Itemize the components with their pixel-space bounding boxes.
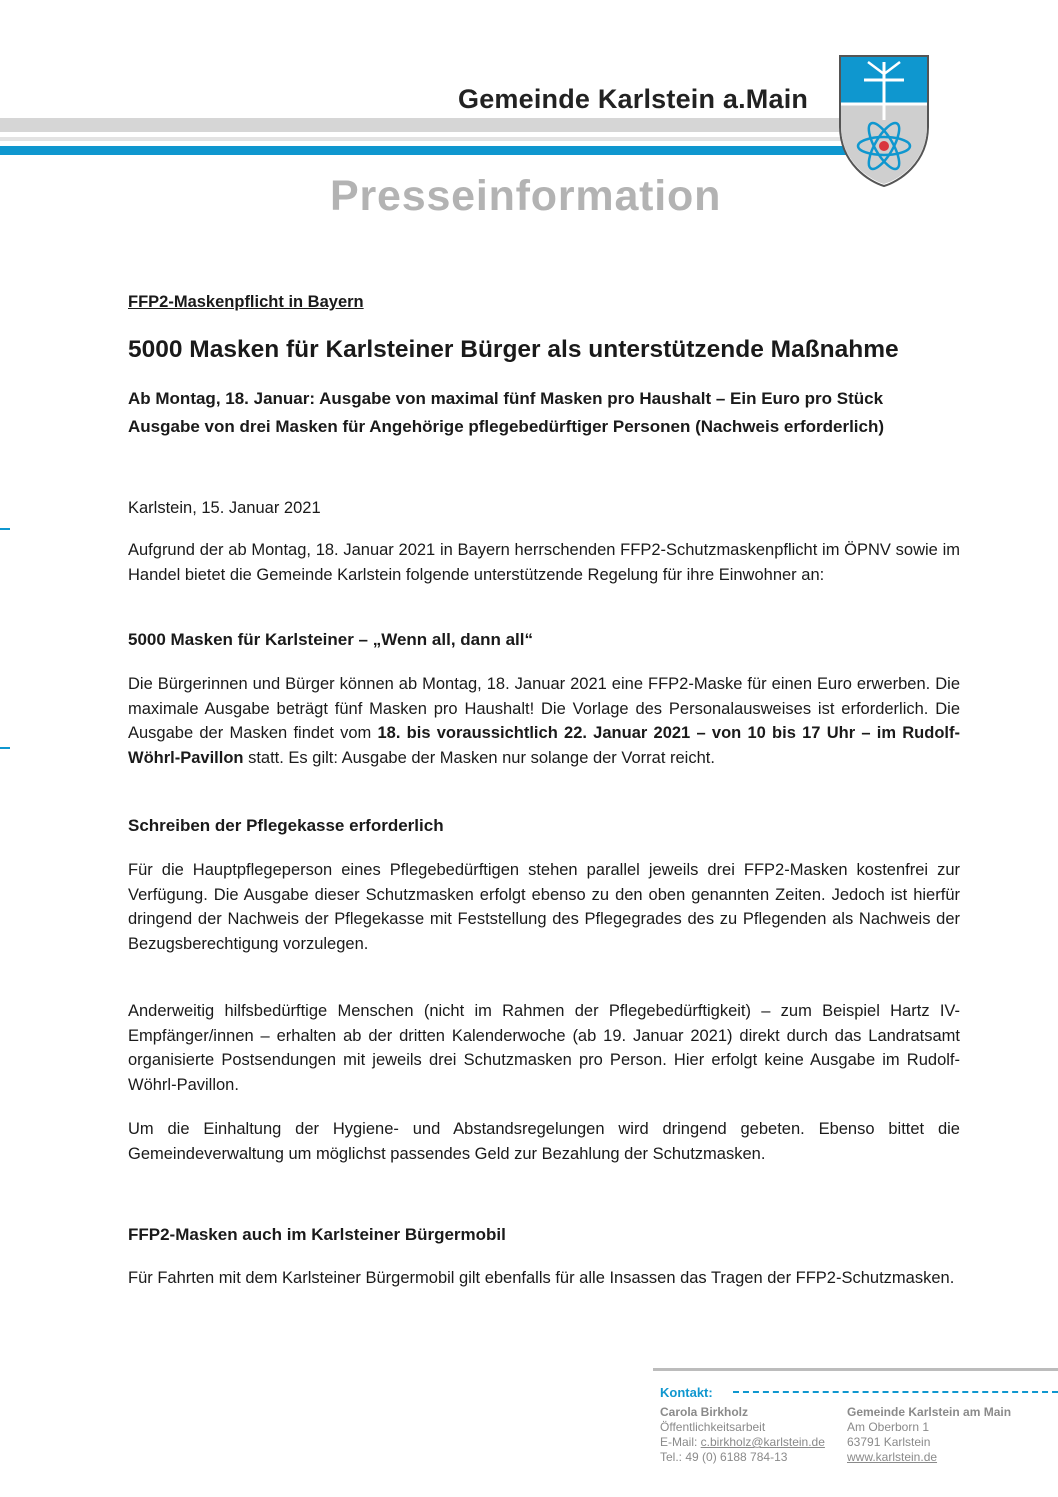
header-blue-bar xyxy=(0,146,848,155)
header-grey-bar xyxy=(0,118,848,132)
paragraph-masks-text-a: Die Bürgerinnen und Bürger können ab Montag, 18. Januar 2021 eine FFP2-Maske für einen Euro erwerben. Die maximale Ausgabe beträgt fünf Masken pro Haushalt! Die Vorlage des Personalausweises ist erforderlich. Die Ausgabe der Masken findet vom xyxy=(128,675,960,742)
paragraph-intro: Aufgrund der ab Montag, 18. Januar 2021 in Bayern herrschenden FFP2-Schutzmaskenpflicht im ÖPNV sowie im Handel bietet die Gemeinde Karlstein folgende unterstützende Regelung für ihre Einwohner an: xyxy=(128,541,960,584)
contact-email-label: E-Mail: xyxy=(660,1435,701,1449)
margin-tick xyxy=(0,528,10,530)
paragraph-masks-highlight: 18. bis voraussichtlich 22. Januar 2021 – von 10 bis 17 Uhr – im Rudolf-Wöhrl-Pavillon xyxy=(128,724,960,767)
article-headline: 5000 Masken für Karlsteiner Bürger als unterstützende Maßnahme xyxy=(128,336,899,363)
header-grey-thin-bar xyxy=(0,137,848,141)
contact-heading: Kontakt: xyxy=(660,1385,713,1400)
paragraph-buergermobil: Für Fahrten mit dem Karlsteiner Bürgermobil gilt ebenfalls für alle Insassen das Tragen der FFP2-Schutzmasken. xyxy=(128,1269,955,1287)
contact-divider xyxy=(653,1368,1058,1371)
coat-of-arms-icon xyxy=(838,54,930,188)
article-dateline: Karlstein, 15. Januar 2021 xyxy=(128,499,321,517)
contact-email-line xyxy=(660,1435,825,1450)
article-subheadline-1: Ab Montag, 18. Januar: Ausgabe von maximal fünf Masken pro Haushalt – Ein Euro pro Stück xyxy=(128,389,884,408)
paragraph-masks xyxy=(128,672,960,770)
article-kicker: FFP2-Maskenpflicht in Bayern xyxy=(128,293,364,311)
contact-website-link[interactable]: www.karlstein.de xyxy=(847,1450,938,1464)
contact-person-block xyxy=(660,1405,825,1465)
contact-street: Am Oberborn 1 xyxy=(847,1420,930,1434)
paragraph-care: Für die Hauptpflegeperson eines Pflegebedürftigen stehen parallel jeweils drei FFP2-Masken kostenfrei zur Verfügung. Die Ausgabe dieser Schutzmasken erfolgt ebenso zu den oben genannten Zeiten. Jedoch ist hierfür dringend der Nachweis der Pflegekasse mit Feststellung des Pflegegrades des zu Pflegenden als Nachweis der Bezugsberechtigung vorzulegen. xyxy=(128,861,960,953)
section-title-care: Schreiben der Pflegekasse erforderlich xyxy=(128,816,444,835)
section-title-masks: 5000 Masken für Karlsteiner – „Wenn all, dann all“ xyxy=(128,630,533,649)
contact-dashed-rule xyxy=(733,1391,1058,1393)
contact-person-name: Carola Birkholz xyxy=(660,1405,749,1419)
paragraph-hygiene: Um die Einhaltung der Hygiene- und Abstandsregelungen wird dringend gebeten. Ebenso bittet die Gemeindeverwaltung um möglichst passendes Geld zur Bezahlung der Schutzmasken. xyxy=(128,1120,960,1163)
contact-city: 63791 Karlstein xyxy=(847,1435,931,1449)
contact-phone: Tel.: 49 (0) 6188 784-13 xyxy=(660,1450,788,1464)
contact-org-name: Gemeinde Karlstein am Main xyxy=(847,1405,1012,1419)
contact-person-role: Öffentlichkeitsarbeit xyxy=(660,1420,766,1434)
municipality-name: Gemeinde Karlstein a.Main xyxy=(458,84,809,114)
margin-tick xyxy=(0,747,10,749)
paragraph-needy: Anderweitig hilfsbedürftige Menschen (nicht im Rahmen der Pflegebedürftigkeit) – zum Beispiel Hartz IV-Empfänger/innen – erhalten ab der dritten Kalenderwoche (ab 19. Januar 2021) direkt durch das Landratsamt organisierte Postsendungen mit jeweils drei Schutzmasken pro Person. Hier erfolgt keine Ausgabe im Rudolf-Wöhrl-Pavillon. xyxy=(128,1002,960,1094)
contact-org-block xyxy=(847,1405,1011,1465)
contact-email-link[interactable]: c.birkholz@karlstein.de xyxy=(700,1435,825,1449)
section-title-buergermobil: FFP2-Masken auch im Karlsteiner Bürgermobil xyxy=(128,1225,506,1244)
paragraph-masks-text-b: statt. Es gilt: Ausgabe der Masken nur solange der Vorrat reicht. xyxy=(243,748,715,767)
article-subheadline-2: Ausgabe von drei Masken für Angehörige pflegebedürftiger Personen (Nachweis erforderlich) xyxy=(128,417,885,436)
press-release-label: Presseinformation xyxy=(330,172,722,220)
